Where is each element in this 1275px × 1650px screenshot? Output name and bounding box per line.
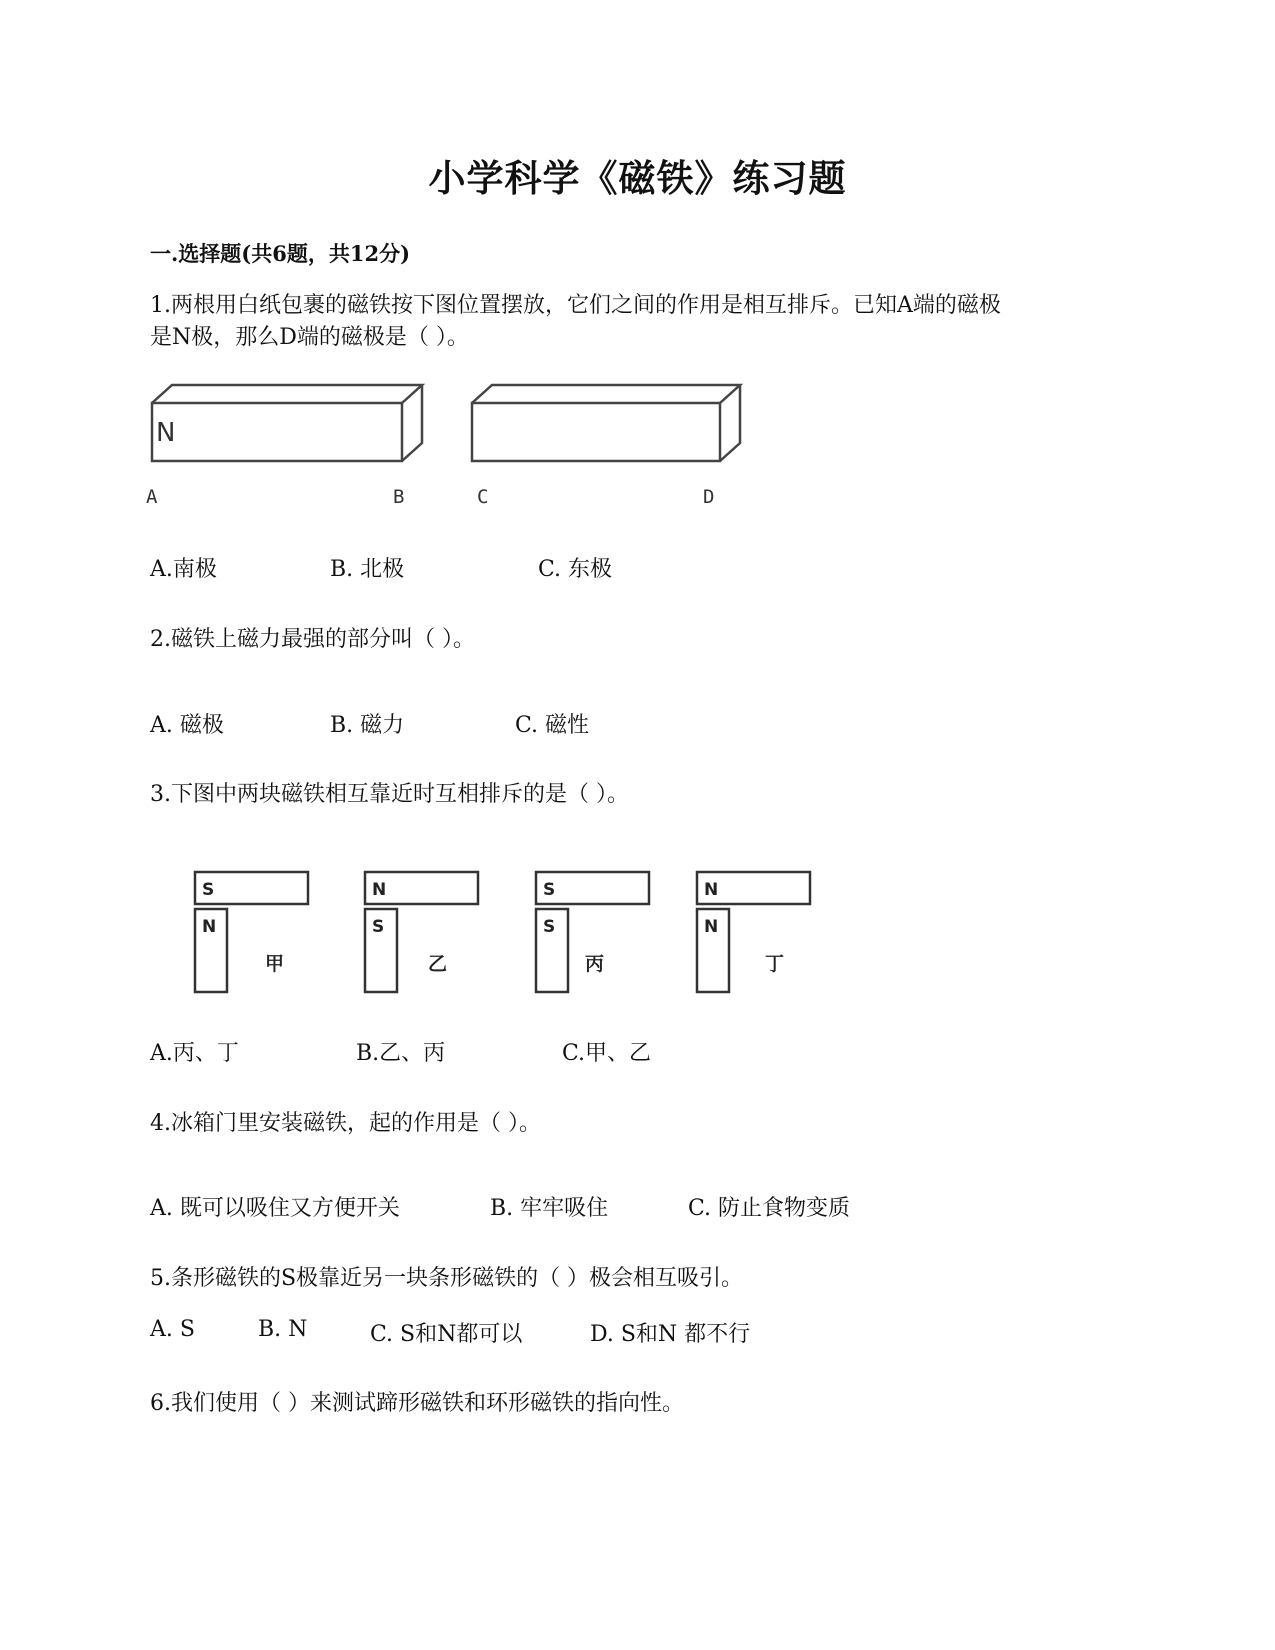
question-1-stem-line2: 是N极，那么D端的磁极是（ ）。 <box>150 325 469 350</box>
magnet-cd-front <box>472 403 720 461</box>
question-1-option-c[interactable]: C. 东极 <box>538 557 613 582</box>
magnet-ab-front <box>152 403 402 461</box>
question-1-option-b[interactable]: B. 北极 <box>330 557 405 582</box>
pair-ding-bottom-pole: N <box>704 917 719 937</box>
page-title: 小学科学《磁铁》练习题 <box>428 156 847 200</box>
question-3-option-b[interactable]: B.乙、丙 <box>356 1041 446 1066</box>
question-3-option-c[interactable]: C.甲、乙 <box>562 1041 652 1066</box>
end-label-c: C <box>477 486 489 508</box>
magnet-ab-top <box>152 385 422 403</box>
question-6-stem: 6.我们使用（ ）来测试蹄形磁铁和环形磁铁的指向性。 <box>150 1391 684 1416</box>
question-4-option-b[interactable]: B. 牢牢吸住 <box>490 1196 609 1221</box>
pair-jia-bottom-pole: N <box>202 917 217 937</box>
question-2-option-b[interactable]: B. 磁力 <box>330 713 405 738</box>
section-heading: 一.选择题(共6题，共12分) <box>150 241 411 266</box>
pair-bing-top-pole: S <box>543 880 556 900</box>
end-label-d: D <box>703 486 715 508</box>
question-4-option-a[interactable]: A. 既可以吸住又方便开关 <box>150 1196 400 1221</box>
magnet-ab-pole-mark: N <box>156 418 176 448</box>
question-5-option-d[interactable]: D. S和N 都不行 <box>590 1322 751 1347</box>
end-label-b: B <box>393 486 405 508</box>
question-2-option-a[interactable]: A. 磁极 <box>150 713 224 738</box>
magnet-ab-side <box>402 385 422 461</box>
pair-bing-name: 丙 <box>585 953 605 975</box>
magnet-cd-top <box>472 385 740 403</box>
question-2-stem: 2.磁铁上磁力最强的部分叫（ ）。 <box>150 627 475 652</box>
pair-ding-name: 丁 <box>765 953 785 975</box>
question-5-option-b[interactable]: B. N <box>258 1317 308 1342</box>
pair-yi-name: 乙 <box>428 953 448 975</box>
question-1-option-a[interactable]: A.南极 <box>150 557 217 582</box>
pair-jia-name: 甲 <box>265 953 285 975</box>
question-5-stem: 5.条形磁铁的S极靠近另一块条形磁铁的（ ）极会相互吸引。 <box>150 1266 744 1291</box>
question-2-option-c[interactable]: C. 磁性 <box>515 713 590 738</box>
question-4-stem: 4.冰箱门里安装磁铁，起的作用是（ ）。 <box>150 1111 541 1136</box>
question-3-option-a[interactable]: A.丙、丁 <box>150 1041 239 1066</box>
end-label-a: A <box>146 486 158 508</box>
question-1-stem-line1: 1.两根用白纸包裹的磁铁按下图位置摆放，它们之间的作用是相互排斥。已知A端的磁极 <box>150 293 1001 318</box>
pair-yi-bottom-pole: S <box>372 917 385 937</box>
pair-yi-top-pole: N <box>372 880 387 900</box>
pair-jia-top-pole: S <box>202 880 215 900</box>
pair-ding-top-pole: N <box>704 880 719 900</box>
question-3-figure <box>185 865 825 1020</box>
question-1-figure <box>140 375 760 475</box>
question-4-option-c[interactable]: C. 防止食物变质 <box>688 1196 851 1221</box>
question-3-stem: 3.下图中两块磁铁相互靠近时互相排斥的是（ ）。 <box>150 782 629 807</box>
question-5-option-a[interactable]: A. S <box>150 1317 195 1342</box>
pair-bing-bottom-pole: S <box>543 917 556 937</box>
question-5-option-c[interactable]: C. S和N都可以 <box>370 1322 523 1347</box>
magnet-cd-side <box>720 385 740 461</box>
